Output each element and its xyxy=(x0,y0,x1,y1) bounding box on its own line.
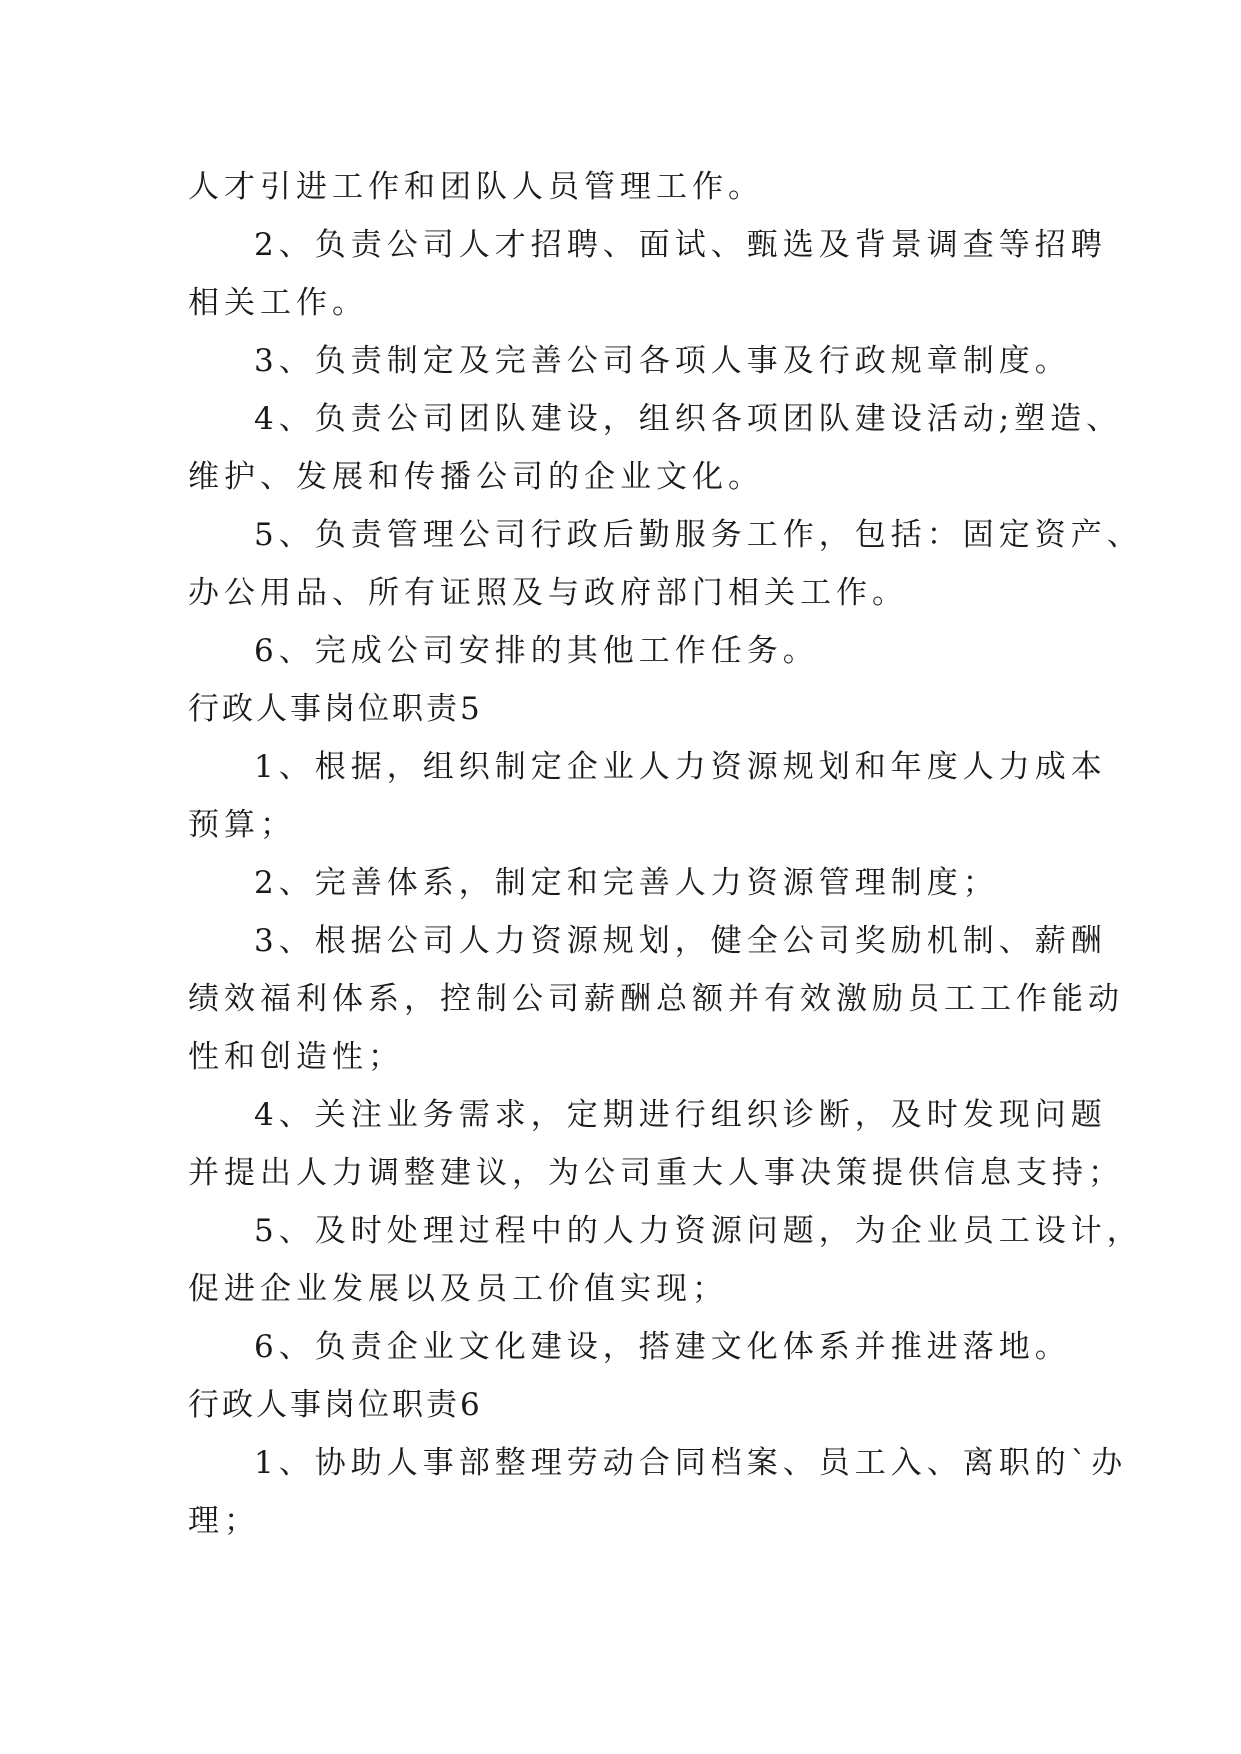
list-item: 1、根据，组织制定企业人力资源规划和年度人力成本 xyxy=(254,749,1107,785)
text-line: 人才引进工作和团队人员管理工作。 xyxy=(188,169,764,205)
section-heading: 行政人事岗位职责6 xyxy=(188,1387,483,1423)
text-line: 理； xyxy=(188,1503,260,1539)
list-item: 4、负责公司团队建设，组织各项团队建设活动;塑造、 xyxy=(254,401,1123,437)
text-line: 预算； xyxy=(188,807,296,843)
list-item: 3、根据公司人力资源规划，健全公司奖励机制、薪酬 xyxy=(254,923,1107,959)
text-line: 相关工作。 xyxy=(188,285,368,321)
text-line: 性和创造性； xyxy=(188,1039,404,1075)
list-item: 1、协助人事部整理劳动合同档案、员工入、离职的`办 xyxy=(254,1445,1128,1481)
list-item: 4、关注业务需求，定期进行组织诊断，及时发现问题 xyxy=(254,1097,1107,1133)
document-body xyxy=(188,158,1143,1550)
list-item: 6、完成公司安排的其他工作任务。 xyxy=(254,633,819,669)
list-item: 2、负责公司人才招聘、面试、甄选及背景调查等招聘 xyxy=(254,227,1107,263)
list-item: 5、负责管理公司行政后勤服务工作，包括：固定资产、 xyxy=(254,517,1143,553)
text-line: 维护、发展和传播公司的企业文化。 xyxy=(188,459,764,495)
list-item: 5、及时处理过程中的人力资源问题，为企业员工设计， xyxy=(254,1213,1143,1249)
text-line: 办公用品、所有证照及与政府部门相关工作。 xyxy=(188,575,908,611)
list-item: 2、完善体系，制定和完善人力资源管理制度； xyxy=(254,865,999,901)
text-line: 绩效福利体系，控制公司薪酬总额并有效激励员工工作能动 xyxy=(188,981,1124,1017)
section-heading: 行政人事岗位职责5 xyxy=(188,691,483,727)
text-line: 促进企业发展以及员工价值实现； xyxy=(188,1271,728,1307)
list-item: 3、负责制定及完善公司各项人事及行政规章制度。 xyxy=(254,343,1071,379)
list-item: 6、负责企业文化建设，搭建文化体系并推进落地。 xyxy=(254,1329,1071,1365)
text-line: 并提出人力调整建议，为公司重大人事决策提供信息支持； xyxy=(188,1155,1124,1191)
